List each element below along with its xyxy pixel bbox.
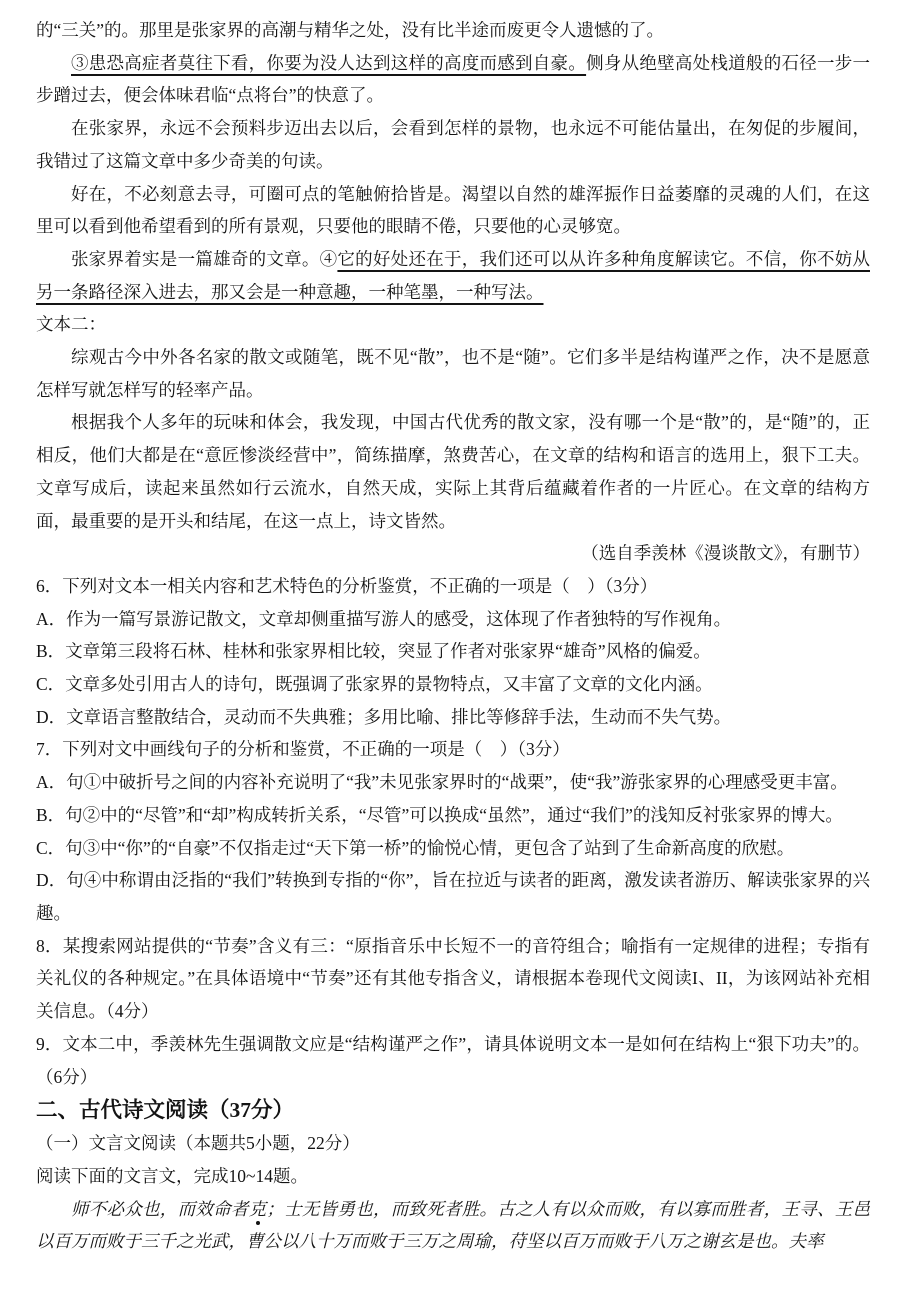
option-text: C．句③中“你”的“自豪”不仅指走过“天下第一桥”的愉悦心情，更包含了站到了生命新高度的欣慰。: [36, 837, 795, 858]
option-text: A．作为一篇写景游记散文，文章却侧重描写游人的感受，这体现了作者独特的写作视角。: [36, 608, 732, 629]
passage1-paragraph-zhangjiajie: [36, 112, 870, 177]
underlined-sentence-4: 它的好处还在于，我们还可以从许多种角度解读它。不信，你不妨从另一条路径深入进去，那又会是一种意趣，一种笔墨，一种写法。: [36, 248, 870, 302]
underlined-sentence-3: ③患恐高症者莫往下看，你要为没人达到这样的高度而感到自豪。: [71, 52, 587, 73]
question-9-stem: [36, 1028, 870, 1093]
instruction-text: 阅读下面的文言文，完成10~14题。: [36, 1165, 308, 1186]
subsection-heading-text: （一）文言文阅读（本题共5小题，22分）: [36, 1133, 360, 1154]
question-7-option-b: [36, 799, 870, 832]
option-text: D．句④中称谓由泛指的“我们”转换到专指的“你”，旨在拉近与读者的距离，激发读者游历、解读张家界的兴趣。: [36, 870, 870, 923]
passage1-paragraph-haozai: [36, 178, 870, 243]
question-6-option-c: [36, 668, 870, 701]
subsection-1-heading: [36, 1127, 870, 1160]
section-heading-text: 二、古代诗文阅读（37分）: [36, 1098, 295, 1123]
passage-text: 侧身从绝壁高处栈道般的石径一步一步蹭过去，便会体味君临“点将台”的快意了。: [36, 52, 870, 106]
emphasized-char: 克: [248, 1198, 267, 1219]
question-stem-text: 9．文本二中，季羡林先生强调散文应是“结构谨严之作”，请具体说明文本一是如何在结构上“狠下功夫”的。（6分）: [36, 1033, 870, 1087]
question-6-stem: [36, 570, 870, 603]
passage2-label: [36, 308, 870, 341]
question-stem-text: 6．下列对文本一相关内容和艺术特色的分析鉴赏，不正确的一项是（ ）（3分）: [36, 575, 658, 596]
option-text: C．文章多处引用古人的诗句，既强调了张家界的景物特点，又丰富了文章的文化内涵。: [36, 674, 713, 695]
question-7-option-c: [36, 832, 870, 865]
option-text: B．文章第三段将石林、桂林和张家界相比较，突显了作者对张家界“雄奇”风格的偏爱。: [36, 641, 711, 662]
option-text: B．句②中的“尽管”和“却”构成转折关系，“尽管”可以换成“虽然”，通过“我们”的浅知反衬张家界的博大。: [36, 804, 843, 825]
passage1-paragraph-continuation: [36, 14, 870, 47]
classical-text: ；士无皆勇也，而致死者胜。古之人有以众而败，有以寡而胜者，王寻、王邑以百万而败于三千之光武，曹公以八十万而败于三万之周瑜，苻坚以百万而败于八万之谢玄是也。夫率: [36, 1198, 871, 1252]
attribution-text: （选自季羡林《漫谈散文》，有删节）: [581, 543, 870, 564]
passage2-paragraph-1: [36, 341, 870, 406]
question-6-option-d: [36, 701, 870, 734]
question-7-stem: [36, 733, 870, 766]
passage1-paragraph-sentence4: [36, 243, 870, 308]
passage2-paragraph-2: [36, 406, 870, 537]
passage-text: 的“三关”的。那里是张家界的高潮与精华之处，没有比半途而废更令人遗憾的了。: [36, 20, 665, 40]
passage-text: 根据我个人多年的玩味和体会，我发现，中国古代优秀的散文家，没有哪一个是“散”的，是“随”的，正相反，他们大都是在“意匠惨淡经营中”，简练描摩，煞费苦心，在文章的结构和语言的选用上，狠下工夫。文章写成后，读起来虽然如行云流水，自然天成，实际上其背后蕴藏着作者的一片匠心。在文章的结构方面，最重要的是开头和结尾，在这一点上，诗文皆然。: [36, 412, 870, 531]
passage-text: 张家界着实是一篇雄奇的文章。④: [71, 248, 338, 269]
question-stem-text: 7．下列对文中画线句子的分析和鉴赏，不正确的一项是（ ）（3分）: [36, 739, 570, 760]
question-stem-text: 8．某搜索网站提供的“节奏”含义有三：“原指音乐中长短不一的音符组合；喻指有一定规律的进程；专指有关礼仪的各种规定。”在具体语境中“节奏”还有其他专指含义，请根据本卷现代文阅读I、II，为该网站补充相关信息。（4分）: [36, 935, 870, 1022]
classical-text: 师不必众也，而效命者: [71, 1198, 249, 1219]
section-2-heading: [36, 1093, 870, 1127]
passage-text: 在张家界，永远不会预料步迈出去以后，会看到怎样的景物，也永远不可能估量出，在匆促的步履间，我错过了这篇文章中多少奇美的句读。: [36, 118, 870, 171]
reading-instruction: [36, 1160, 870, 1193]
question-7-option-a: [36, 766, 870, 799]
classical-passage-paragraph: [36, 1193, 870, 1258]
question-7-option-d: [36, 864, 870, 929]
question-8-stem: [36, 930, 870, 1028]
question-6-option-a: [36, 603, 870, 636]
passage-label-text: 文本二：: [36, 314, 106, 335]
passage-text: 好在，不必刻意去寻，可圈可点的笔触俯拾皆是。渴望以自然的雄浑振作日益萎靡的灵魂的人们，在这里可以看到他希望看到的所有景观，只要他的眼睛不倦，只要他的心灵够宽。: [36, 183, 870, 237]
option-text: A．句①中破折号之间的内容补充说明了“我”未见张家界时的“战栗”，使“我”游张家界的心理感受更丰富。: [36, 772, 848, 793]
option-text: D．文章语言整散结合，灵动而不失典雅；多用比喻、排比等修辞手法，生动而不失气势。: [36, 706, 732, 727]
question-6-option-b: [36, 635, 870, 668]
passage-text: 综观古今中外各名家的散文或随笔，既不见“散”，也不是“随”。它们多半是结构谨严之作，决不是愿意怎样写就怎样写的轻率产品。: [36, 347, 870, 400]
passage1-paragraph-sentence3: [36, 47, 870, 112]
source-attribution: [36, 537, 870, 570]
